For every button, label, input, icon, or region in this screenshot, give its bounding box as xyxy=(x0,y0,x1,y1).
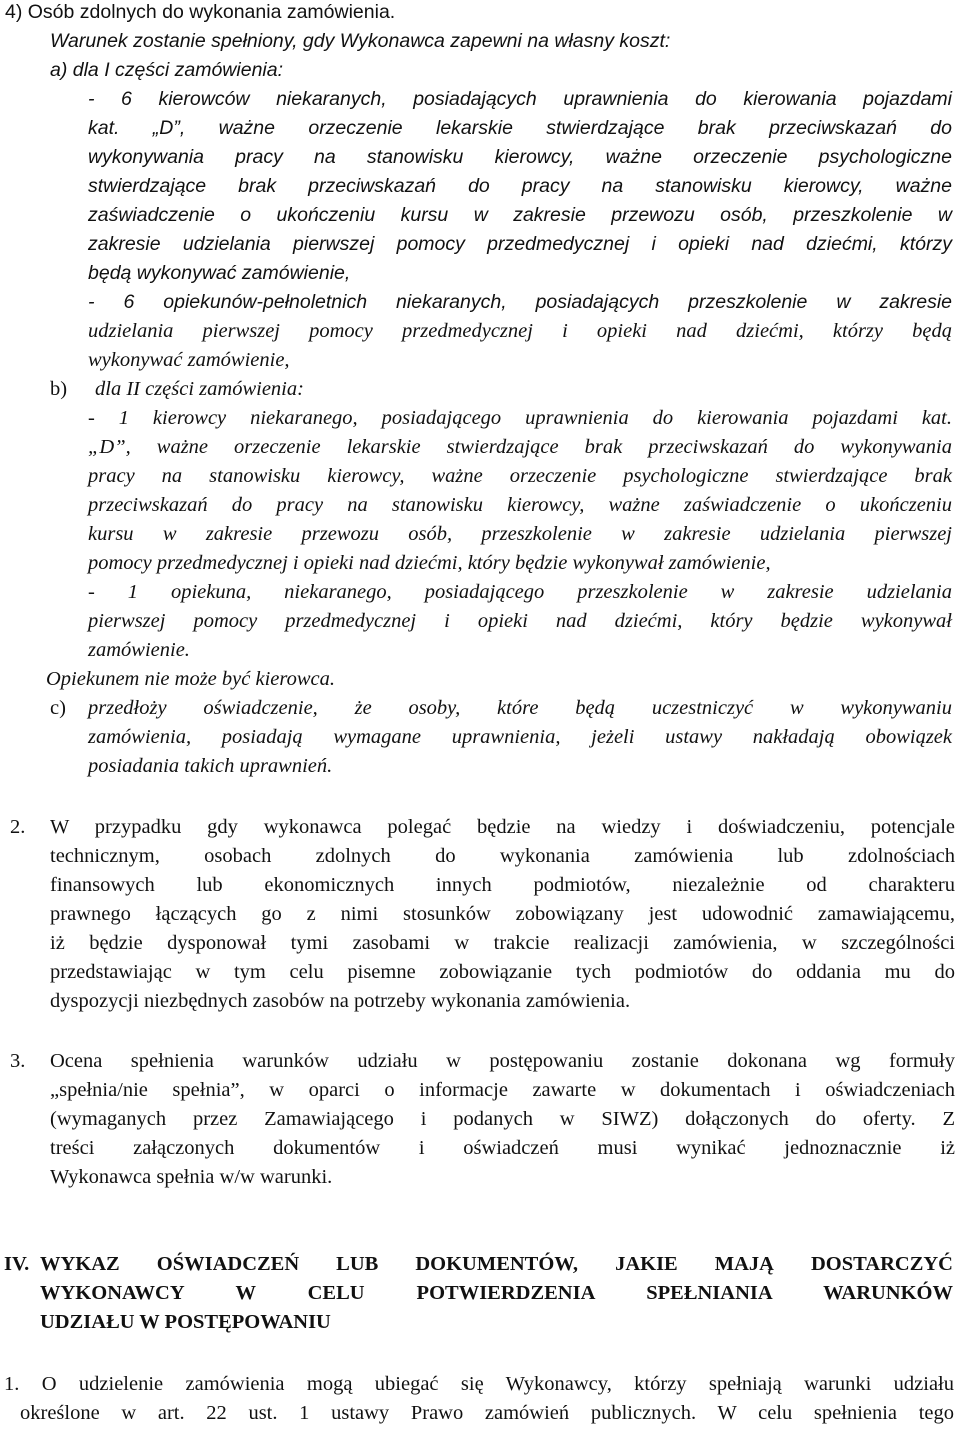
paragraph-line: pomocy przedmedycznej i opieki nad dziećmi, który będzie wykonywał zamówienie, xyxy=(88,552,771,574)
paragraph-line: przedłoży oświadczenie, że osoby, które będą uczestniczyć w wykonywaniu xyxy=(88,697,952,719)
paragraph-line: treści załączonych dokumentów i oświadczeń musi wynikać jednoznacznie iż xyxy=(50,1137,955,1159)
section-title: WYKAZ OŚWIADCZEŃ LUB DOKUMENTÓW, JAKIE MAJĄ DOSTARCZYĆ xyxy=(40,1253,953,1275)
paragraph-line: stwierdzające brak przeciwskazań do pracy na stanowisku kierowcy, ważne xyxy=(88,175,952,197)
paragraph-line: dyspozycji niezbędnych zasobów na potrzeby wykonania zamówienia. xyxy=(50,990,631,1012)
paragraph-line: W przypadku gdy wykonawca polegać będzie na wiedzy i doświadczeniu, potencjale xyxy=(50,816,955,838)
paragraph-line: kat. „D”, ważne orzeczenie lekarskie stwierdzające brak przeciwskazań do xyxy=(88,117,952,139)
section-heading: 4) Osób zdolnych do wykonania zamówienia. xyxy=(5,1,396,23)
paragraph-line: prawnego łączących go z nimi stosunków zobowiązany jest udowodnić zamawiającemu, xyxy=(50,903,955,925)
section-title: UDZIAŁU W POSTĘPOWANIU xyxy=(40,1311,331,1333)
paragraph-line: zakresie udzielania pierwszej pomocy przedmedycznej i opieki nad dziećmi, którzy xyxy=(88,233,952,255)
paragraph-line: posiadania takich uprawnień. xyxy=(88,755,333,777)
list-marker: 2. xyxy=(10,816,26,838)
paragraph-line: Opiekunem nie może być kierowca. xyxy=(46,668,335,690)
paragraph-line: iż będzie dysponował tymi zasobami w trakcie realizacji zamówienia, w szczególności xyxy=(50,932,955,954)
section-number: IV. xyxy=(4,1253,30,1275)
paragraph-line: finansowych lub ekonomicznych innych podmiotów, niezależnie od charakteru xyxy=(50,874,955,896)
paragraph-line: będą wykonywać zamówienie, xyxy=(88,262,351,284)
paragraph-line: pracy na stanowisku kierowcy, ważne orzeczenie psychologiczne stwierdzające brak xyxy=(88,465,952,487)
paragraph-line: technicznym, osobach zdolnych do wykonania zamówienia lub zdolnościach xyxy=(50,845,955,867)
section-title: WYKONAWCY W CELU POTWIERDZENIA SPEŁNIANIA WARUNKÓW xyxy=(40,1282,953,1304)
paragraph-line: „spełnia/nie spełnia”, w oparci o informacje zawarte w dokumentach i oświadczeniach xyxy=(50,1079,955,1101)
paragraph-line: wykonywania pracy na stanowisku kierowcy, ważne orzeczenie psychologiczne xyxy=(88,146,952,168)
paragraph-line: - 1 kierowcy niekaranego, posiadającego uprawnienia do kierowania pojazdami kat. xyxy=(88,407,952,429)
paragraph-line: przedstawiając w tym celu pisemne zobowiązanie tych podmiotów do oddania mu do xyxy=(50,961,955,983)
paragraph-line: Ocena spełnienia warunków udziału w postępowaniu zostanie dokonana wg formuły xyxy=(50,1050,955,1072)
list-item-label: a) dla I części zamówienia: xyxy=(50,59,284,81)
paragraph-line: - 1 opiekuna, niekaranego, posiadającego przeszkolenie w zakresie udzielania xyxy=(88,581,952,603)
list-marker: 3. xyxy=(10,1050,26,1072)
paragraph-line: - 6 kierowców niekaranych, posiadających uprawnienia do kierowania pojazdami xyxy=(88,88,952,110)
paragraph-line: wykonywać zamówienie, xyxy=(88,349,290,371)
paragraph-line: pierwszej pomocy przedmedycznej i opieki nad dziećmi, który będzie wykonywał xyxy=(88,610,952,632)
paragraph-line: - 6 opiekunów-pełnoletnich niekaranych, posiadających przeszkolenie w zakresie xyxy=(88,291,952,313)
paragraph-line: zamówienia, posiadają wymagane uprawnienia, jeżeli ustawy nakładają obowiązek xyxy=(88,726,952,748)
paragraph-line: „D”, ważne orzeczenie lekarskie stwierdzające brak przeciwskazań do wykonywania xyxy=(88,436,952,458)
paragraph-line: zaświadczenie o ukończeniu kursu w zakresie przewozu osób, przeszkolenie w xyxy=(88,204,952,226)
paragraph-line: przeciwskazań do pracy na stanowisku kierowcy, ważne zaświadczenie o ukończeniu xyxy=(88,494,952,516)
paragraph-line: Warunek zostanie spełniony, gdy Wykonawca zapewni na własny koszt: xyxy=(50,30,671,52)
paragraph-line: zamówienie. xyxy=(88,639,190,661)
paragraph-line: określone w art. 22 ust. 1 ustawy Prawo zamówień publicznych. W celu spełnienia tego xyxy=(20,1402,954,1424)
list-marker: b) xyxy=(50,378,68,400)
paragraph-line: (wymaganych przez Zamawiającego i podanych w SIWZ) dołączonych do oferty. Z xyxy=(50,1108,955,1130)
list-item-label: dla II części zamówienia: xyxy=(95,378,304,400)
paragraph-line: Wykonawca spełnia w/w warunki. xyxy=(50,1166,333,1188)
paragraph-line: udzielania pierwszej pomocy przedmedycznej i opieki nad dziećmi, którzy będą xyxy=(88,320,952,342)
paragraph-line: 1. O udzielenie zamówienia mogą ubiegać się Wykonawcy, którzy spełniają warunki udziału xyxy=(4,1373,954,1395)
paragraph-line: kursu w zakresie przewozu osób, przeszkolenie w zakresie udzielania pierwszej xyxy=(88,523,952,545)
list-marker: c) xyxy=(50,697,66,719)
